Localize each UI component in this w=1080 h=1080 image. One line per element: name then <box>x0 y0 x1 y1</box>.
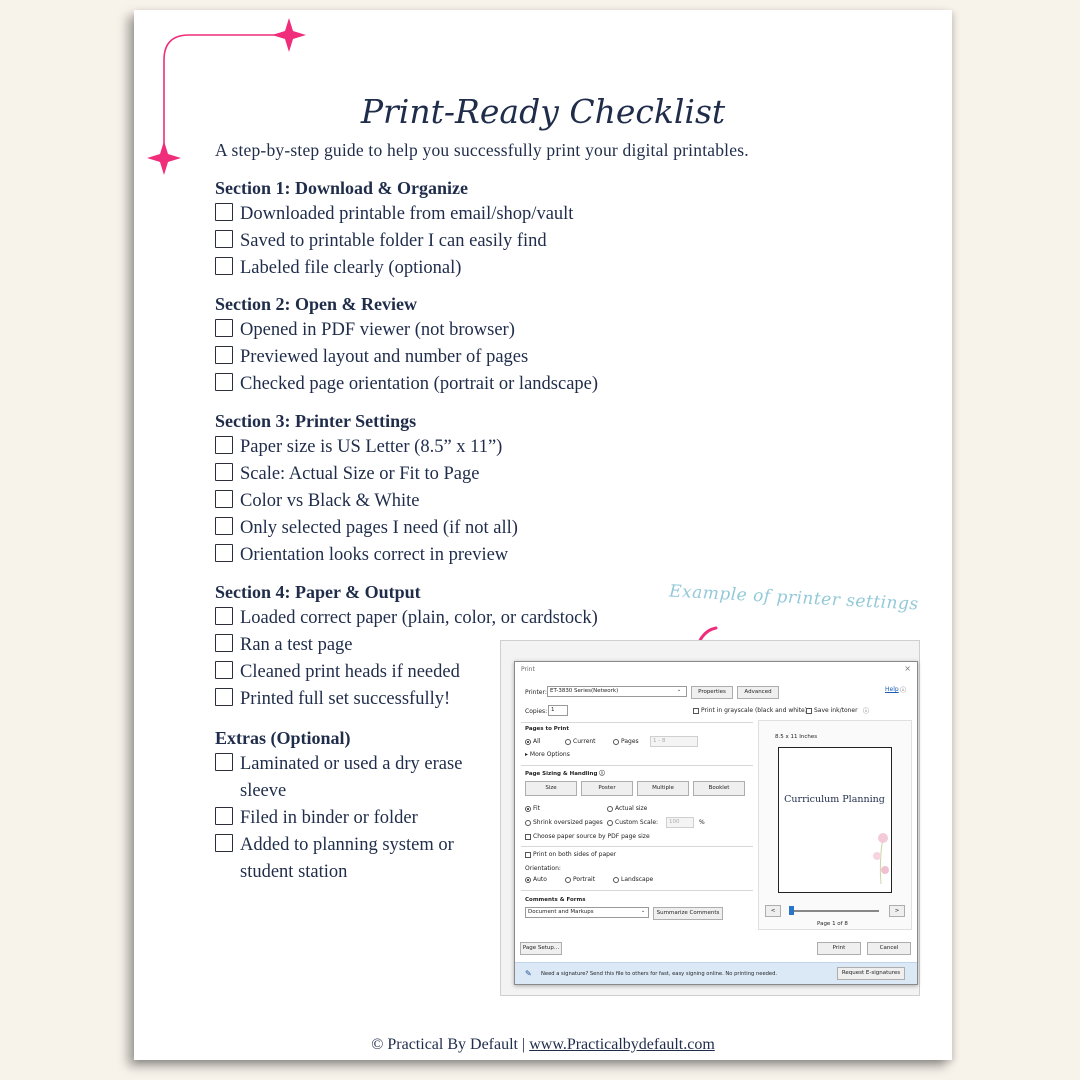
signature-message: Need a signature? Send this file to others for fast, easy signing online. No printing needed. <box>541 971 778 977</box>
checklist-item[interactable]: Orientation looks correct in preview <box>215 542 518 569</box>
checkbox[interactable] <box>215 436 233 454</box>
checklist-item[interactable]: Downloaded printable from email/shop/vault <box>215 201 573 228</box>
pages-to-print-title: Pages to Print <box>525 726 569 732</box>
grayscale-option[interactable]: Print in grayscale (black and white) <box>693 707 807 714</box>
section-open-review <box>215 292 598 398</box>
checkbox[interactable] <box>215 753 233 771</box>
print-preview-panel <box>758 720 912 930</box>
checklist-item[interactable]: Only selected pages I need (if not all) <box>215 515 518 542</box>
checkbox[interactable] <box>215 607 233 625</box>
page-setup-button[interactable]: Page Setup... <box>520 942 562 955</box>
page-subtitle: A step-by-step guide to help you successfully print your digital printables. <box>215 140 749 160</box>
checkbox[interactable] <box>215 319 233 337</box>
signature-bar <box>515 962 917 984</box>
checkbox[interactable] <box>215 257 233 275</box>
booklet-button[interactable]: Booklet <box>693 781 745 796</box>
more-options-toggle[interactable]: ▸ More Options <box>525 751 570 758</box>
both-sides-option[interactable]: Print on both sides of paper <box>525 851 616 858</box>
printer-select[interactable]: ET-3830 Series(Network) <box>547 686 687 697</box>
preview-page <box>778 747 892 893</box>
comments-group <box>521 890 753 891</box>
section-heading: Extras (Optional) <box>215 728 351 748</box>
pages-radio[interactable]: Pages <box>613 738 639 745</box>
shrink-radio[interactable]: Shrink oversized pages <box>525 819 603 826</box>
copyright-text: © Practical By Default | <box>371 1036 526 1053</box>
checklist-item[interactable]: Scale: Actual Size or Fit to Page <box>215 461 518 488</box>
section-printer-settings <box>215 409 518 569</box>
help-link[interactable]: Help <box>885 686 899 693</box>
checkbox[interactable] <box>215 634 233 652</box>
checkbox[interactable] <box>215 373 233 391</box>
sizing-title: Page Sizing & Handling ⓘ <box>525 771 605 777</box>
checklist-item[interactable]: Labeled file clearly (optional) <box>215 255 573 282</box>
portrait-radio[interactable]: Portrait <box>565 876 595 883</box>
section-heading: Section 1: Download & Organize <box>215 178 468 198</box>
choose-source-option[interactable]: Choose paper source by PDF page size <box>525 833 650 840</box>
current-page-radio[interactable]: Current <box>565 738 596 745</box>
actual-size-radio[interactable]: Actual size <box>607 805 647 812</box>
auto-orientation-radio[interactable]: Auto <box>525 876 547 883</box>
percent-label: % <box>699 819 705 826</box>
multiple-button[interactable]: Multiple <box>637 781 689 796</box>
checklist-page <box>134 10 952 1060</box>
checklist-item[interactable]: Previewed layout and number of pages <box>215 344 598 371</box>
next-page-button[interactable]: > <box>889 905 905 917</box>
preview-title: Curriculum Planning <box>784 794 885 805</box>
chevron-down-icon: ⌄ <box>677 687 682 693</box>
checklist-item[interactable]: Opened in PDF viewer (not browser) <box>215 317 598 344</box>
checkbox[interactable] <box>215 807 233 825</box>
checkbox[interactable] <box>215 230 233 248</box>
copies-label: Copies: <box>525 708 548 715</box>
pages-group <box>521 722 753 723</box>
duplex-group <box>521 846 753 847</box>
comments-select[interactable]: Document and Markups <box>525 907 649 918</box>
sparkle-icon <box>272 18 306 52</box>
page-indicator: Page 1 of 8 <box>817 921 848 927</box>
info-icon: ⓘ <box>863 708 870 715</box>
prev-page-button[interactable]: < <box>765 905 781 917</box>
checklist-item[interactable]: Loaded correct paper (plain, color, or cardstock) <box>215 605 598 632</box>
checkbox[interactable] <box>215 490 233 508</box>
page-title: Print-Ready Checklist <box>360 92 726 131</box>
checkbox[interactable] <box>215 688 233 706</box>
print-button[interactable]: Print <box>817 942 861 955</box>
checklist-item[interactable]: Cleaned print heads if needed <box>215 659 598 686</box>
cancel-button[interactable]: Cancel <box>867 942 911 955</box>
request-esignatures-button[interactable]: Request E-signatures <box>837 967 905 980</box>
print-dialog <box>514 661 918 985</box>
checklist-item[interactable]: Paper size is US Letter (8.5” x 11”) <box>215 434 518 461</box>
chevron-down-icon: ⌄ <box>641 908 646 914</box>
checklist-item[interactable]: Filed in binder or folder <box>215 805 500 832</box>
properties-button[interactable]: Properties <box>691 686 733 699</box>
size-button[interactable]: Size <box>525 781 577 796</box>
sizing-group <box>521 765 753 766</box>
dialog-title: Print <box>521 666 535 673</box>
comments-title: Comments & Forms <box>525 897 586 903</box>
checkbox[interactable] <box>215 544 233 562</box>
print-dialog-screenshot <box>500 640 920 996</box>
close-icon[interactable]: × <box>904 664 911 673</box>
copies-input[interactable]: 1 <box>548 705 568 716</box>
custom-scale-radio[interactable]: Custom Scale: <box>607 819 658 826</box>
checklist-item[interactable]: Added to planning system or student station <box>215 832 500 886</box>
summarize-comments-button[interactable]: Summarize Comments <box>653 907 723 920</box>
checklist-item[interactable]: Laminated or used a dry erase sleeve <box>215 751 500 805</box>
page-slider-handle[interactable] <box>789 906 794 915</box>
section-heading: Section 2: Open & Review <box>215 294 417 314</box>
checkbox[interactable] <box>215 834 233 852</box>
custom-scale-input[interactable]: 100 <box>666 817 694 828</box>
advanced-button[interactable]: Advanced <box>737 686 779 699</box>
checkbox[interactable] <box>215 517 233 535</box>
checkbox[interactable] <box>215 463 233 481</box>
checkbox[interactable] <box>215 661 233 679</box>
annotation-note: Example of printer settings <box>668 581 920 615</box>
website-link[interactable]: www.Practicalbydefault.com <box>529 1036 715 1053</box>
page-slider-track[interactable] <box>789 910 879 912</box>
pages-range-input[interactable]: 1 - 8 <box>650 736 698 747</box>
help-icon: ⓘ <box>900 687 907 694</box>
checklist-item[interactable]: Ran a test page <box>215 632 598 659</box>
fit-radio[interactable]: Fit <box>525 805 540 812</box>
landscape-radio[interactable]: Landscape <box>613 876 653 883</box>
section-heading: Section 3: Printer Settings <box>215 411 417 431</box>
floral-decoration-icon <box>869 826 891 886</box>
printer-label: Printer: <box>525 689 547 696</box>
section-download-organize <box>215 176 573 282</box>
poster-button[interactable]: Poster <box>581 781 633 796</box>
orientation-label: Orientation: <box>525 865 561 872</box>
checkbox[interactable] <box>215 203 233 221</box>
paper-size-label: 8.5 x 11 Inches <box>775 734 818 740</box>
section-heading: Section 4: Paper & Output <box>215 582 421 602</box>
save-ink-option[interactable]: Save ink/toner <box>806 707 858 714</box>
checkbox[interactable] <box>215 346 233 364</box>
footer <box>134 1036 952 1054</box>
section-extras <box>215 726 500 886</box>
checklist-item[interactable]: Saved to printable folder I can easily find <box>215 228 573 255</box>
signature-icon: ✎ <box>525 969 532 978</box>
all-pages-radio[interactable]: All <box>525 738 540 745</box>
sparkle-icon <box>147 141 181 175</box>
checklist-item[interactable]: Printed full set successfully! <box>215 686 598 713</box>
checklist-item[interactable]: Color vs Black & White <box>215 488 518 515</box>
checklist-item[interactable]: Checked page orientation (portrait or landscape) <box>215 371 598 398</box>
